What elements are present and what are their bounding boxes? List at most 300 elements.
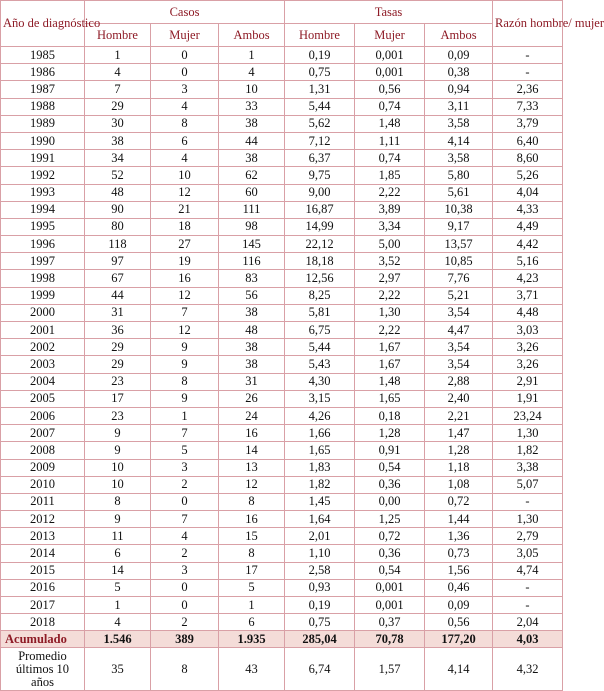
cell: 2 bbox=[151, 476, 219, 493]
cell: 48 bbox=[85, 184, 151, 201]
cell: 1,36 bbox=[425, 528, 493, 545]
table-row bbox=[1, 442, 563, 459]
cell: 3,58 bbox=[425, 150, 493, 167]
cell: 2,40 bbox=[425, 390, 493, 407]
cell: 4,30 bbox=[285, 373, 355, 390]
cell: 4 bbox=[151, 150, 219, 167]
year-cell: 2007 bbox=[1, 425, 85, 442]
cell: 62 bbox=[219, 167, 285, 184]
table-row bbox=[1, 545, 563, 562]
cell: 177,20 bbox=[425, 631, 493, 648]
cell: 3,79 bbox=[493, 115, 563, 132]
cell: 0,001 bbox=[355, 579, 425, 596]
year-header: Año de diagnóstico bbox=[1, 1, 85, 47]
cell: 1,18 bbox=[425, 459, 493, 476]
table-row bbox=[1, 167, 563, 184]
table-row bbox=[1, 356, 563, 373]
cell: 12 bbox=[219, 476, 285, 493]
table-row bbox=[1, 64, 563, 81]
cell: 1,82 bbox=[285, 476, 355, 493]
year-cell: 1999 bbox=[1, 287, 85, 304]
table-row bbox=[1, 253, 563, 270]
cell: 3,54 bbox=[425, 304, 493, 321]
cell: 4,14 bbox=[425, 132, 493, 149]
cell: 23 bbox=[85, 373, 151, 390]
cell: 14,99 bbox=[285, 218, 355, 235]
year-cell: 2003 bbox=[1, 356, 85, 373]
cell: 3,52 bbox=[355, 253, 425, 270]
sub-header: Hombre bbox=[285, 24, 355, 47]
cell: 1,65 bbox=[355, 390, 425, 407]
cell: 9 bbox=[151, 390, 219, 407]
cell: 1,30 bbox=[355, 304, 425, 321]
year-cell: 2004 bbox=[1, 373, 85, 390]
cell: 2,88 bbox=[425, 373, 493, 390]
cell: 4,47 bbox=[425, 322, 493, 339]
cell: 10,38 bbox=[425, 201, 493, 218]
cell: 4,74 bbox=[493, 562, 563, 579]
cell: 23,24 bbox=[493, 407, 563, 424]
year-cell: 1989 bbox=[1, 115, 85, 132]
cell: 8 bbox=[85, 493, 151, 510]
cell: 12 bbox=[151, 322, 219, 339]
table-row bbox=[1, 201, 563, 218]
year-cell: 2006 bbox=[1, 407, 85, 424]
table-row bbox=[1, 218, 563, 235]
cell: 5,43 bbox=[285, 356, 355, 373]
cell: 29 bbox=[85, 98, 151, 115]
cell: 0,54 bbox=[355, 562, 425, 579]
cell: 1,82 bbox=[493, 442, 563, 459]
cell: 0 bbox=[151, 493, 219, 510]
cell: 5,07 bbox=[493, 476, 563, 493]
cell: 19 bbox=[151, 253, 219, 270]
table-row bbox=[1, 562, 563, 579]
cell: 0 bbox=[151, 47, 219, 64]
cell: 5,80 bbox=[425, 167, 493, 184]
table-row bbox=[1, 304, 563, 321]
table-row bbox=[1, 115, 563, 132]
cell: 0 bbox=[151, 597, 219, 614]
cell: 0,94 bbox=[425, 81, 493, 98]
cell: 38 bbox=[219, 115, 285, 132]
cell: 0,38 bbox=[425, 64, 493, 81]
cell: 3 bbox=[151, 562, 219, 579]
cell: 1 bbox=[151, 407, 219, 424]
cell: 5,44 bbox=[285, 98, 355, 115]
table-row bbox=[1, 476, 563, 493]
cell: 9,75 bbox=[285, 167, 355, 184]
cell: 4,42 bbox=[493, 236, 563, 253]
razon-header: Razón hombre/ mujer bbox=[493, 1, 563, 47]
cell: 0,93 bbox=[285, 579, 355, 596]
cell: 1,45 bbox=[285, 493, 355, 510]
cell: 2,58 bbox=[285, 562, 355, 579]
table-row bbox=[1, 493, 563, 510]
cell: 2 bbox=[151, 614, 219, 631]
cell: 9 bbox=[151, 339, 219, 356]
cell: 0,36 bbox=[355, 545, 425, 562]
cell: 1 bbox=[219, 597, 285, 614]
cell: 16 bbox=[151, 270, 219, 287]
cell: 4 bbox=[85, 614, 151, 631]
sub-header: Ambos bbox=[425, 24, 493, 47]
cell: 38 bbox=[219, 339, 285, 356]
cell: 36 bbox=[85, 322, 151, 339]
cell: 6,37 bbox=[285, 150, 355, 167]
cell: 1,30 bbox=[493, 511, 563, 528]
acumulado-label: Acumulado bbox=[1, 631, 85, 648]
cell: 23 bbox=[85, 407, 151, 424]
table-row bbox=[1, 407, 563, 424]
cell: 285,04 bbox=[285, 631, 355, 648]
cell: 27 bbox=[151, 236, 219, 253]
year-cell: 2012 bbox=[1, 511, 85, 528]
cell: 0 bbox=[151, 64, 219, 81]
cell: 4,32 bbox=[493, 648, 563, 691]
cell: - bbox=[493, 597, 563, 614]
cell: 0,18 bbox=[355, 407, 425, 424]
cell: 1,66 bbox=[285, 425, 355, 442]
cell: 0,001 bbox=[355, 64, 425, 81]
cell: 111 bbox=[219, 201, 285, 218]
cell: 17 bbox=[85, 390, 151, 407]
cell: 8,25 bbox=[285, 287, 355, 304]
cell: 116 bbox=[219, 253, 285, 270]
promedio-label: Promedio últimos 10 años bbox=[1, 648, 85, 691]
cell: 1,48 bbox=[355, 115, 425, 132]
cell: 97 bbox=[85, 253, 151, 270]
year-cell: 2001 bbox=[1, 322, 85, 339]
cell: 10 bbox=[85, 459, 151, 476]
cell: 1,83 bbox=[285, 459, 355, 476]
cell: 3,71 bbox=[493, 287, 563, 304]
cell: 48 bbox=[219, 322, 285, 339]
cell: 2,97 bbox=[355, 270, 425, 287]
cell: 6,74 bbox=[285, 648, 355, 691]
cell: 3,34 bbox=[355, 218, 425, 235]
cell: 1.935 bbox=[219, 631, 285, 648]
table-row bbox=[1, 47, 563, 64]
cell: 1,91 bbox=[493, 390, 563, 407]
cell: 0,91 bbox=[355, 442, 425, 459]
year-cell: 2010 bbox=[1, 476, 85, 493]
cell: 7 bbox=[85, 81, 151, 98]
cell: 1,47 bbox=[425, 425, 493, 442]
cell: 14 bbox=[85, 562, 151, 579]
table-row bbox=[1, 270, 563, 287]
table-row bbox=[1, 150, 563, 167]
cell: 6 bbox=[151, 132, 219, 149]
cell: 145 bbox=[219, 236, 285, 253]
year-cell: 1994 bbox=[1, 201, 85, 218]
cell: 11 bbox=[85, 528, 151, 545]
cell: 3,54 bbox=[425, 339, 493, 356]
cell: 5 bbox=[151, 442, 219, 459]
cell: 0,74 bbox=[355, 150, 425, 167]
year-cell: 1990 bbox=[1, 132, 85, 149]
cell: 10 bbox=[151, 167, 219, 184]
year-cell: 1991 bbox=[1, 150, 85, 167]
cell: 3,11 bbox=[425, 98, 493, 115]
cell: 14 bbox=[219, 442, 285, 459]
cell: 3,05 bbox=[493, 545, 563, 562]
cell: 0,73 bbox=[425, 545, 493, 562]
year-cell: 2018 bbox=[1, 614, 85, 631]
cell: 1.546 bbox=[85, 631, 151, 648]
cell: 3 bbox=[151, 459, 219, 476]
cell: 8 bbox=[151, 115, 219, 132]
table-row bbox=[1, 322, 563, 339]
cell: 2,22 bbox=[355, 322, 425, 339]
sub-header: Mujer bbox=[355, 24, 425, 47]
cell: 1,64 bbox=[285, 511, 355, 528]
cell: 12 bbox=[151, 184, 219, 201]
cell: 0,001 bbox=[355, 47, 425, 64]
year-cell: 1997 bbox=[1, 253, 85, 270]
table-row bbox=[1, 98, 563, 115]
cell: 3,89 bbox=[355, 201, 425, 218]
cell: 0,75 bbox=[285, 64, 355, 81]
table-row bbox=[1, 373, 563, 390]
sub-header: Ambos bbox=[219, 24, 285, 47]
cell: 1,25 bbox=[355, 511, 425, 528]
year-cell: 2013 bbox=[1, 528, 85, 545]
cell: 9 bbox=[85, 511, 151, 528]
table-row bbox=[1, 425, 563, 442]
year-cell: 2011 bbox=[1, 493, 85, 510]
cell: 43 bbox=[219, 648, 285, 691]
cell: 38 bbox=[219, 150, 285, 167]
cell: 7,76 bbox=[425, 270, 493, 287]
cell: 9 bbox=[85, 442, 151, 459]
cell: 10 bbox=[219, 81, 285, 98]
cell: 4,49 bbox=[493, 218, 563, 235]
table-row bbox=[1, 236, 563, 253]
cell: 9 bbox=[151, 356, 219, 373]
cell: 9,00 bbox=[285, 184, 355, 201]
cell: 7,33 bbox=[493, 98, 563, 115]
cell: 0,09 bbox=[425, 47, 493, 64]
cell: 8 bbox=[219, 493, 285, 510]
year-cell: 1993 bbox=[1, 184, 85, 201]
year-cell: 1998 bbox=[1, 270, 85, 287]
cell: 2,79 bbox=[493, 528, 563, 545]
cell: 21 bbox=[151, 201, 219, 218]
cell: 4,04 bbox=[493, 184, 563, 201]
casos-header: Casos bbox=[85, 1, 285, 24]
cell: 38 bbox=[85, 132, 151, 149]
cell: 4 bbox=[151, 528, 219, 545]
cell: 2,36 bbox=[493, 81, 563, 98]
cell: 1 bbox=[219, 47, 285, 64]
cell: 1,28 bbox=[355, 425, 425, 442]
cell: 1,67 bbox=[355, 356, 425, 373]
cell: 6 bbox=[85, 545, 151, 562]
year-cell: 2009 bbox=[1, 459, 85, 476]
cell: 16 bbox=[219, 511, 285, 528]
cell: 60 bbox=[219, 184, 285, 201]
cell: 5,81 bbox=[285, 304, 355, 321]
cell: 38 bbox=[219, 304, 285, 321]
cell: 31 bbox=[85, 304, 151, 321]
cell: 29 bbox=[85, 339, 151, 356]
cell: 6 bbox=[219, 614, 285, 631]
cell: 1,56 bbox=[425, 562, 493, 579]
cell: 5,44 bbox=[285, 339, 355, 356]
sub-header: Hombre bbox=[85, 24, 151, 47]
cell: 10,85 bbox=[425, 253, 493, 270]
cell: 8,60 bbox=[493, 150, 563, 167]
cell: 1,57 bbox=[355, 648, 425, 691]
year-cell: 2014 bbox=[1, 545, 85, 562]
year-cell: 2000 bbox=[1, 304, 85, 321]
cell: 5,62 bbox=[285, 115, 355, 132]
cell: 7 bbox=[151, 511, 219, 528]
year-cell: 2008 bbox=[1, 442, 85, 459]
cell: 1,65 bbox=[285, 442, 355, 459]
cell: 3,03 bbox=[493, 322, 563, 339]
cell: 0,75 bbox=[285, 614, 355, 631]
cell: 17 bbox=[219, 562, 285, 579]
cell: - bbox=[493, 493, 563, 510]
table-row bbox=[1, 579, 563, 596]
cell: 1,10 bbox=[285, 545, 355, 562]
cell: 9 bbox=[85, 425, 151, 442]
cell: 5,21 bbox=[425, 287, 493, 304]
cell: 2,91 bbox=[493, 373, 563, 390]
cell: 2,01 bbox=[285, 528, 355, 545]
cell: 0,001 bbox=[355, 597, 425, 614]
cell: 2,22 bbox=[355, 287, 425, 304]
cell: 3,38 bbox=[493, 459, 563, 476]
table-row bbox=[1, 339, 563, 356]
cell: 5,16 bbox=[493, 253, 563, 270]
cell: 6,40 bbox=[493, 132, 563, 149]
cell: 0,74 bbox=[355, 98, 425, 115]
year-cell: 2017 bbox=[1, 597, 85, 614]
cell: 1,48 bbox=[355, 373, 425, 390]
table-row bbox=[1, 287, 563, 304]
cell: 70,78 bbox=[355, 631, 425, 648]
cell: 0,09 bbox=[425, 597, 493, 614]
cell: 1,28 bbox=[425, 442, 493, 459]
cell: 0,56 bbox=[355, 81, 425, 98]
cell: 16 bbox=[219, 425, 285, 442]
cell: 22,12 bbox=[285, 236, 355, 253]
cell: 44 bbox=[219, 132, 285, 149]
cell: 118 bbox=[85, 236, 151, 253]
sub-header: Mujer bbox=[151, 24, 219, 47]
cell: 1,31 bbox=[285, 81, 355, 98]
cell: 15 bbox=[219, 528, 285, 545]
cell: 1,85 bbox=[355, 167, 425, 184]
year-cell: 1985 bbox=[1, 47, 85, 64]
table-row bbox=[1, 614, 563, 631]
cell: 5 bbox=[85, 579, 151, 596]
cell: 98 bbox=[219, 218, 285, 235]
cell: 4 bbox=[151, 98, 219, 115]
year-cell: 1988 bbox=[1, 98, 85, 115]
cell: 0,72 bbox=[425, 493, 493, 510]
cell: 24 bbox=[219, 407, 285, 424]
cell: 1,67 bbox=[355, 339, 425, 356]
cell: 9,17 bbox=[425, 218, 493, 235]
tasas-header: Tasas bbox=[285, 1, 493, 24]
cell: 0,19 bbox=[285, 47, 355, 64]
cell: 3,26 bbox=[493, 356, 563, 373]
cell: 30 bbox=[85, 115, 151, 132]
cell: 7 bbox=[151, 304, 219, 321]
cell: 1,44 bbox=[425, 511, 493, 528]
year-cell: 2015 bbox=[1, 562, 85, 579]
table-row bbox=[1, 597, 563, 614]
cell: 16,87 bbox=[285, 201, 355, 218]
cell: 83 bbox=[219, 270, 285, 287]
cell: 0,36 bbox=[355, 476, 425, 493]
year-cell: 1992 bbox=[1, 167, 85, 184]
cell: 0,54 bbox=[355, 459, 425, 476]
cell: 26 bbox=[219, 390, 285, 407]
cell: 8 bbox=[151, 373, 219, 390]
cell: 1,30 bbox=[493, 425, 563, 442]
cell: 10 bbox=[85, 476, 151, 493]
year-cell: 1987 bbox=[1, 81, 85, 98]
cell: 3,54 bbox=[425, 356, 493, 373]
cell: 389 bbox=[151, 631, 219, 648]
cell: 0,19 bbox=[285, 597, 355, 614]
cell: 67 bbox=[85, 270, 151, 287]
cell: 0,72 bbox=[355, 528, 425, 545]
cell: 3,15 bbox=[285, 390, 355, 407]
cell: 2 bbox=[151, 545, 219, 562]
cell: 0 bbox=[151, 579, 219, 596]
cell: 3,26 bbox=[493, 339, 563, 356]
cell: 8 bbox=[219, 545, 285, 562]
cell: 5 bbox=[219, 579, 285, 596]
cell: 4 bbox=[85, 64, 151, 81]
cell: 4,48 bbox=[493, 304, 563, 321]
cell: 4 bbox=[219, 64, 285, 81]
cell: 35 bbox=[85, 648, 151, 691]
cell: 5,61 bbox=[425, 184, 493, 201]
table-row bbox=[1, 528, 563, 545]
table-row bbox=[1, 511, 563, 528]
cell: 56 bbox=[219, 287, 285, 304]
cell: 0,37 bbox=[355, 614, 425, 631]
year-cell: 1995 bbox=[1, 218, 85, 235]
table-row bbox=[1, 390, 563, 407]
cell: 4,33 bbox=[493, 201, 563, 218]
cell: 1,11 bbox=[355, 132, 425, 149]
cell: 8 bbox=[151, 648, 219, 691]
year-cell: 2005 bbox=[1, 390, 85, 407]
cell: 5,26 bbox=[493, 167, 563, 184]
cell: 31 bbox=[219, 373, 285, 390]
promedio-row bbox=[1, 648, 563, 691]
table-row bbox=[1, 459, 563, 476]
cell: 6,75 bbox=[285, 322, 355, 339]
cell: 3,58 bbox=[425, 115, 493, 132]
cell: 1,08 bbox=[425, 476, 493, 493]
cell: 33 bbox=[219, 98, 285, 115]
cell: 2,21 bbox=[425, 407, 493, 424]
cell: 52 bbox=[85, 167, 151, 184]
cell: 90 bbox=[85, 201, 151, 218]
cell: 2,04 bbox=[493, 614, 563, 631]
cell: 13,57 bbox=[425, 236, 493, 253]
cell: - bbox=[493, 579, 563, 596]
